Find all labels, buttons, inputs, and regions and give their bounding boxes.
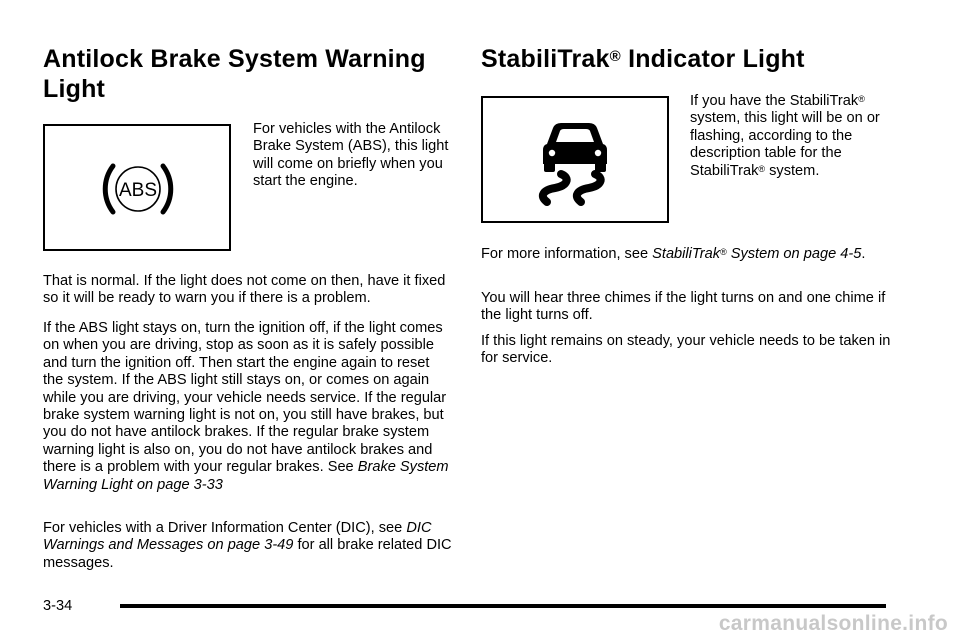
abs-paragraph-normal: That is normal. If the light does not come on then, have it fixed so it will be ready to warn you if there is a problem. (43, 273, 446, 307)
registered-mark: ® (720, 247, 727, 257)
stabilitrak-link-b: System on page 4-5 (730, 246, 862, 262)
stabilitrak-link-a: StabiliTrak (652, 246, 721, 262)
watermark-logo: carmanualsonline.info (718, 612, 948, 635)
stabilitrak-heading-a: StabiliTrak (481, 45, 610, 73)
dic-warnings-link[interactable]: DIC Warnings and Messages on page 3-49 (43, 520, 432, 554)
abs-icon-label: ABS (118, 180, 158, 201)
registered-mark: ® (609, 48, 621, 65)
stabilitrak-chimes: You will hear three chimes if the light turns on and one chime if the light turns off. (481, 290, 886, 324)
stabilitrak-more-info-text: For more information, see (481, 246, 649, 262)
stabilitrak-more-info (481, 246, 881, 263)
stabilitrak-intro-b: system, this light will be on or flashing, according to the description table for the StabiliTrak (690, 110, 880, 179)
abs-light-figure (43, 124, 231, 251)
stabilitrak-more-info-end: . (861, 246, 866, 262)
stabilitrak-light-figure (481, 96, 669, 223)
abs-warning-icon (45, 126, 229, 249)
abs-paragraph-dic-tail: for all brake related DIC messages. (43, 537, 452, 571)
registered-mark: ® (858, 94, 865, 104)
abs-paragraph-stays-on (43, 320, 453, 494)
stabilitrak-intro-text (690, 93, 900, 180)
abs-warning-heading: Antilock Brake System Warning Light (43, 45, 426, 103)
abs-paragraph-dic-text: For vehicles with a Driver Information Center (DIC), see (43, 520, 403, 536)
stabilitrak-system-link[interactable] (652, 246, 861, 262)
stabilitrak-heading-b: Indicator Light (628, 45, 805, 73)
abs-paragraph-stays-on-text: If the ABS light stays on, turn the ignition off, if the light comes on when you are driving, stop as soon as it is safely possible and turn the ignition off. Then start the engine again to reset the system. If the ABS light still stays on, or comes on again while you are driving, your vehicle needs service. If the regular brake system warning light is not on, you still have brakes, but you do not have antilock brakes. If the regular brake system warning light is also on, you do not have antilock brakes and there is a problem with your regular brakes. See (43, 320, 447, 476)
abs-paragraph-dic (43, 520, 453, 572)
stabilitrak-service: If this light remains on steady, your vehicle needs to be taken in for service. (481, 333, 891, 367)
abs-intro-text: For vehicles with the Antilock Brake System (ABS), this light will come on briefly when you start the engine. (253, 121, 449, 190)
stabilitrak-intro-a: If you have the StabiliTrak (690, 93, 859, 109)
page-number: 3-34 (43, 598, 73, 614)
footer-rule (120, 604, 886, 608)
registered-mark: ® (758, 163, 766, 174)
brake-system-warning-link[interactable]: Brake System Warning Light on page 3-33 (43, 459, 449, 493)
stabilitrak-intro-c: system. (769, 162, 820, 179)
skidding-car-icon (483, 98, 667, 221)
stabilitrak-heading (481, 44, 901, 74)
